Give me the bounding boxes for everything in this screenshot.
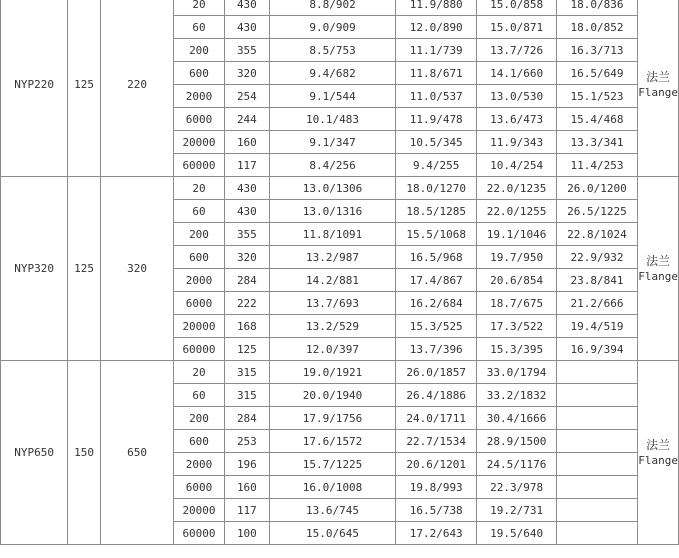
value-cell-1: 11.8/1091 xyxy=(270,223,396,246)
value-cell-4: 13.3/341 xyxy=(556,131,637,154)
value-cell-3: 15.3/395 xyxy=(477,338,556,361)
rate-cell: 20 xyxy=(174,0,225,16)
value-cell-3: 22.0/1255 xyxy=(477,200,556,223)
value-cell-2: 11.1/739 xyxy=(396,39,477,62)
value-cell-1: 16.0/1008 xyxy=(270,476,396,499)
limit-cell: 284 xyxy=(224,407,269,430)
value-cell-3: 33.2/1832 xyxy=(477,384,556,407)
value-cell-3: 13.6/473 xyxy=(477,108,556,131)
value-cell-1: 17.6/1572 xyxy=(270,430,396,453)
value-cell-2: 26.0/1857 xyxy=(396,361,477,384)
value-cell-2: 15.3/525 xyxy=(396,315,477,338)
limit-cell: 355 xyxy=(224,223,269,246)
limit-cell: 222 xyxy=(224,292,269,315)
value-cell-2: 10.5/345 xyxy=(396,131,477,154)
rate-cell: 60000 xyxy=(174,154,225,177)
param-cell-2: 220 xyxy=(100,0,173,177)
mount-label-en: Flange xyxy=(638,453,678,467)
value-cell-4: 19.4/519 xyxy=(556,315,637,338)
mount-cell xyxy=(638,177,679,361)
value-cell-1: 19.0/1921 xyxy=(270,361,396,384)
value-cell-1: 13.2/529 xyxy=(270,315,396,338)
value-cell-4: 26.0/1200 xyxy=(556,177,637,200)
table-row xyxy=(1,0,679,16)
value-cell-2: 16.5/968 xyxy=(396,246,477,269)
value-cell-4 xyxy=(556,430,637,453)
value-cell-3: 20.6/854 xyxy=(477,269,556,292)
table-row xyxy=(1,177,679,200)
value-cell-2: 11.9/880 xyxy=(396,0,477,16)
value-cell-2: 17.2/643 xyxy=(396,522,477,545)
param-cell-2: 650 xyxy=(100,361,173,545)
limit-cell: 284 xyxy=(224,269,269,292)
value-cell-4: 16.3/713 xyxy=(556,39,637,62)
value-cell-3: 19.5/640 xyxy=(477,522,556,545)
rate-cell: 6000 xyxy=(174,292,225,315)
rate-cell: 2000 xyxy=(174,85,225,108)
rate-cell: 60 xyxy=(174,16,225,39)
model-cell: NYP650 xyxy=(1,361,68,545)
limit-cell: 100 xyxy=(224,522,269,545)
value-cell-1: 20.0/1940 xyxy=(270,384,396,407)
param-cell-1: 125 xyxy=(68,177,101,361)
rate-cell: 20000 xyxy=(174,499,225,522)
value-cell-1: 13.7/693 xyxy=(270,292,396,315)
rate-cell: 20000 xyxy=(174,315,225,338)
rate-cell: 20000 xyxy=(174,131,225,154)
limit-cell: 430 xyxy=(224,177,269,200)
value-cell-3: 11.9/343 xyxy=(477,131,556,154)
value-cell-4: 16.9/394 xyxy=(556,338,637,361)
value-cell-2: 20.6/1201 xyxy=(396,453,477,476)
value-cell-4: 15.1/523 xyxy=(556,85,637,108)
value-cell-4: 15.4/468 xyxy=(556,108,637,131)
value-cell-1: 13.0/1306 xyxy=(270,177,396,200)
value-cell-1: 13.2/987 xyxy=(270,246,396,269)
value-cell-2: 16.5/738 xyxy=(396,499,477,522)
param-cell-2: 320 xyxy=(100,177,173,361)
value-cell-3: 13.7/726 xyxy=(477,39,556,62)
limit-cell: 117 xyxy=(224,499,269,522)
value-cell-2: 11.9/478 xyxy=(396,108,477,131)
value-cell-2: 12.0/890 xyxy=(396,16,477,39)
value-cell-1: 10.1/483 xyxy=(270,108,396,131)
param-cell-1: 125 xyxy=(68,0,101,177)
rate-cell: 20 xyxy=(174,361,225,384)
value-cell-1: 8.4/256 xyxy=(270,154,396,177)
value-cell-1: 15.7/1225 xyxy=(270,453,396,476)
value-cell-3: 24.5/1176 xyxy=(477,453,556,476)
value-cell-2: 16.2/684 xyxy=(396,292,477,315)
limit-cell: 196 xyxy=(224,453,269,476)
value-cell-2: 11.8/671 xyxy=(396,62,477,85)
value-cell-3: 33.0/1794 xyxy=(477,361,556,384)
value-cell-4 xyxy=(556,361,637,384)
value-cell-1: 14.2/881 xyxy=(270,269,396,292)
rate-cell: 600 xyxy=(174,430,225,453)
value-cell-2: 26.4/1886 xyxy=(396,384,477,407)
value-cell-2: 18.5/1285 xyxy=(396,200,477,223)
value-cell-4: 16.5/649 xyxy=(556,62,637,85)
value-cell-1: 9.4/682 xyxy=(270,62,396,85)
value-cell-4: 18.0/852 xyxy=(556,16,637,39)
table-row xyxy=(1,361,679,384)
rate-cell: 60 xyxy=(174,200,225,223)
value-cell-4: 23.8/841 xyxy=(556,269,637,292)
mount-label-cn: 法兰 xyxy=(646,253,671,268)
limit-cell: 320 xyxy=(224,246,269,269)
value-cell-1: 9.1/544 xyxy=(270,85,396,108)
value-cell-4 xyxy=(556,499,637,522)
rate-cell: 600 xyxy=(174,62,225,85)
value-cell-3: 13.0/530 xyxy=(477,85,556,108)
limit-cell: 430 xyxy=(224,0,269,16)
value-cell-3: 17.3/522 xyxy=(477,315,556,338)
value-cell-2: 19.8/993 xyxy=(396,476,477,499)
limit-cell: 320 xyxy=(224,62,269,85)
value-cell-3: 10.4/254 xyxy=(477,154,556,177)
rate-cell: 20 xyxy=(174,177,225,200)
limit-cell: 160 xyxy=(224,476,269,499)
value-cell-1: 12.0/397 xyxy=(270,338,396,361)
value-cell-3: 19.7/950 xyxy=(477,246,556,269)
limit-cell: 253 xyxy=(224,430,269,453)
value-cell-1: 8.5/753 xyxy=(270,39,396,62)
value-cell-2: 15.5/1068 xyxy=(396,223,477,246)
value-cell-3: 22.3/978 xyxy=(477,476,556,499)
value-cell-4 xyxy=(556,384,637,407)
rate-cell: 200 xyxy=(174,223,225,246)
rate-cell: 60000 xyxy=(174,522,225,545)
value-cell-2: 24.0/1711 xyxy=(396,407,477,430)
limit-cell: 168 xyxy=(224,315,269,338)
value-cell-1: 17.9/1756 xyxy=(270,407,396,430)
value-cell-2: 13.7/396 xyxy=(396,338,477,361)
spec-table-body xyxy=(1,0,679,545)
limit-cell: 315 xyxy=(224,384,269,407)
rate-cell: 6000 xyxy=(174,108,225,131)
value-cell-2: 17.4/867 xyxy=(396,269,477,292)
limit-cell: 254 xyxy=(224,85,269,108)
value-cell-3: 19.1/1046 xyxy=(477,223,556,246)
rate-cell: 60000 xyxy=(174,338,225,361)
value-cell-3: 18.7/675 xyxy=(477,292,556,315)
rate-cell: 2000 xyxy=(174,453,225,476)
value-cell-3: 14.1/660 xyxy=(477,62,556,85)
mount-cell xyxy=(638,361,679,545)
mount-label-cn: 法兰 xyxy=(646,69,671,84)
rate-cell: 2000 xyxy=(174,269,225,292)
limit-cell: 430 xyxy=(224,200,269,223)
limit-cell: 160 xyxy=(224,131,269,154)
value-cell-2: 11.0/537 xyxy=(396,85,477,108)
limit-cell: 315 xyxy=(224,361,269,384)
limit-cell: 125 xyxy=(224,338,269,361)
value-cell-1: 9.0/909 xyxy=(270,16,396,39)
mount-cell xyxy=(638,0,679,177)
limit-cell: 117 xyxy=(224,154,269,177)
model-cell: NYP320 xyxy=(1,177,68,361)
value-cell-1: 9.1/347 xyxy=(270,131,396,154)
value-cell-4: 22.9/932 xyxy=(556,246,637,269)
param-cell-1: 150 xyxy=(68,361,101,545)
limit-cell: 430 xyxy=(224,16,269,39)
value-cell-4: 21.2/666 xyxy=(556,292,637,315)
value-cell-3: 15.0/858 xyxy=(477,0,556,16)
value-cell-4: 26.5/1225 xyxy=(556,200,637,223)
value-cell-1: 15.0/645 xyxy=(270,522,396,545)
limit-cell: 355 xyxy=(224,39,269,62)
value-cell-1: 8.8/902 xyxy=(270,0,396,16)
value-cell-3: 22.0/1235 xyxy=(477,177,556,200)
mount-label-en: Flange xyxy=(638,85,678,99)
value-cell-3: 30.4/1666 xyxy=(477,407,556,430)
rate-cell: 200 xyxy=(174,39,225,62)
value-cell-4: 18.0/836 xyxy=(556,0,637,16)
value-cell-4 xyxy=(556,453,637,476)
model-cell: NYP220 xyxy=(1,0,68,177)
value-cell-2: 22.7/1534 xyxy=(396,430,477,453)
mount-label-en: Flange xyxy=(638,269,678,283)
rate-cell: 60 xyxy=(174,384,225,407)
value-cell-1: 13.6/745 xyxy=(270,499,396,522)
value-cell-2: 9.4/255 xyxy=(396,154,477,177)
value-cell-4: 22.8/1024 xyxy=(556,223,637,246)
value-cell-3: 28.9/1500 xyxy=(477,430,556,453)
rate-cell: 600 xyxy=(174,246,225,269)
mount-label-cn: 法兰 xyxy=(646,437,671,452)
value-cell-4 xyxy=(556,476,637,499)
rate-cell: 6000 xyxy=(174,476,225,499)
value-cell-1: 13.0/1316 xyxy=(270,200,396,223)
value-cell-3: 19.2/731 xyxy=(477,499,556,522)
value-cell-2: 18.0/1270 xyxy=(396,177,477,200)
rate-cell: 200 xyxy=(174,407,225,430)
value-cell-4 xyxy=(556,522,637,545)
value-cell-3: 15.0/871 xyxy=(477,16,556,39)
value-cell-4: 11.4/253 xyxy=(556,154,637,177)
limit-cell: 244 xyxy=(224,108,269,131)
value-cell-4 xyxy=(556,407,637,430)
